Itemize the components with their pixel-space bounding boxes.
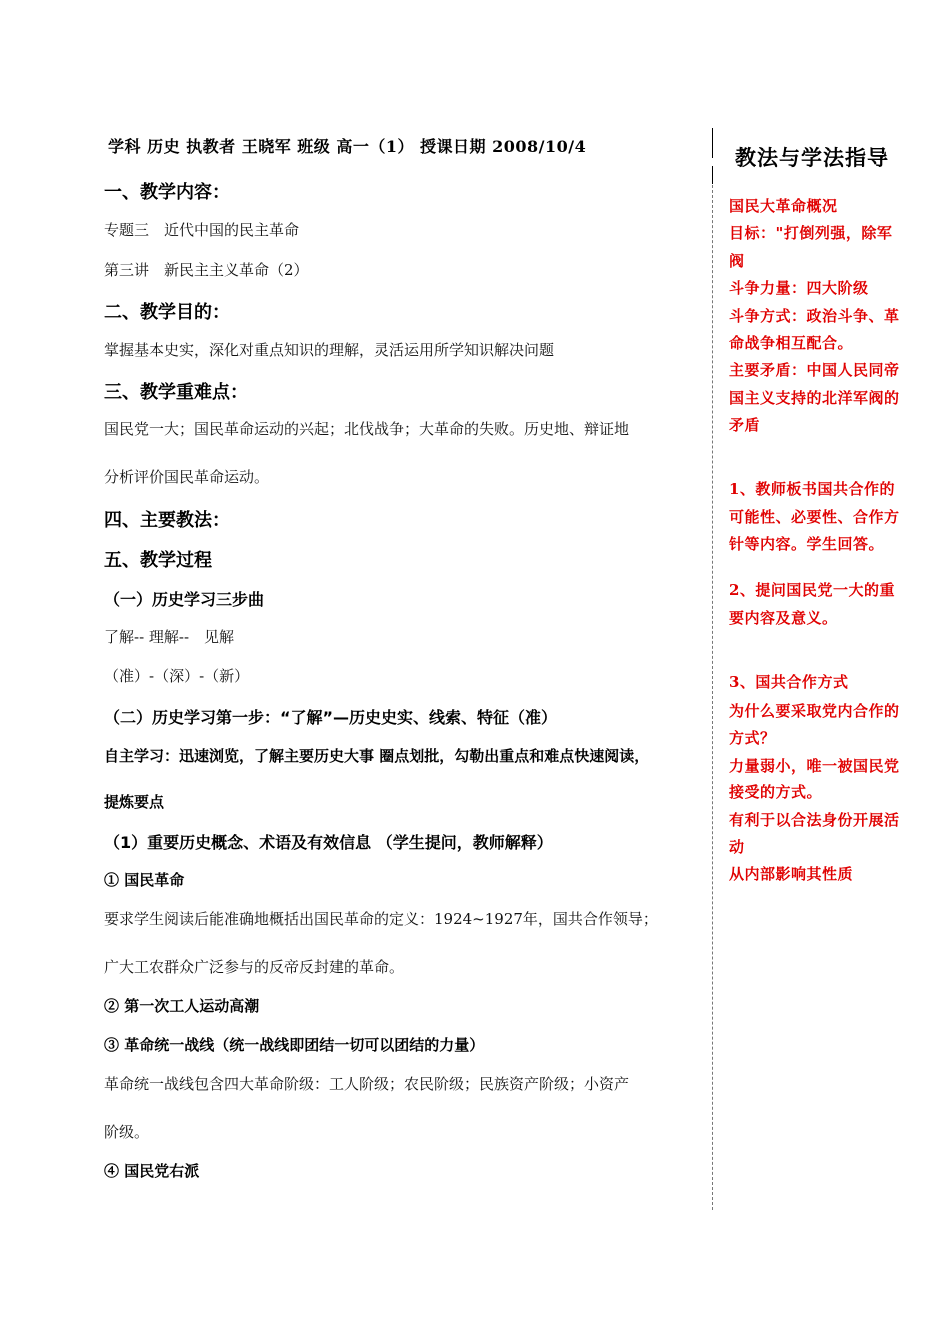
side-note-line: 斗争力量：四大阶级 <box>729 279 869 297</box>
concept-3-text-2: 阶级。 <box>104 1123 150 1141</box>
concept-3-text-1: 革命统一战线包含四大革命阶级：工人阶级；农民阶级；民族资产阶级；小资产 <box>104 1075 630 1093</box>
subsection-1-line-2: （准）-（深）-（新） <box>104 667 250 685</box>
divider-mid <box>712 166 713 184</box>
side-note-line: 目标："打倒列强，除军 <box>729 224 893 242</box>
side-note-line: 矛盾 <box>729 416 761 434</box>
concepts-title: （1）重要历史概念、术语及有效信息 （学生提问，教师解释） <box>104 833 553 852</box>
concept-1-title: ① 国民革命 <box>104 871 185 889</box>
concept-4-title: ④ 国民党右派 <box>104 1162 200 1180</box>
side-note-line: 有利于以合法身份开展活 <box>729 811 900 829</box>
concept-1-text-2: 广大工农群众广泛参与的反帝反封建的革命。 <box>104 958 405 976</box>
side-note-line: 为什么要采取党内合作的 <box>729 702 900 720</box>
subsection-1-title: （一）历史学习三步曲 <box>104 590 265 609</box>
side-note-line: 要内容及意义。 <box>729 609 838 627</box>
section-1-title: 一、教学内容： <box>104 182 230 203</box>
concept-1-text-1: 要求学生阅读后能准确地概括出国民革命的定义：1924~1927年，国共合作领导； <box>104 910 658 928</box>
section-5-title: 五、教学过程 <box>104 550 212 571</box>
subsection-1-line-1: 了解-- 理解-- 见解 <box>104 628 235 646</box>
side-note-line: 1、教师板书国共合作的 <box>729 480 895 498</box>
section-3-title: 三、教学重难点： <box>104 382 248 403</box>
section-1-line-1: 专题三 近代中国的民主革命 <box>104 221 300 239</box>
section-3-text-1: 国民党一大；国民革命运动的兴起；北伐战争；大革命的失败。历史地、辩证地 <box>104 420 630 438</box>
section-4-title: 四、主要教法： <box>104 510 230 531</box>
side-note-line: 主要矛盾：中国人民同帝 <box>729 361 900 379</box>
side-note-line: 国民大革命概况 <box>729 197 838 215</box>
side-note-line: 2、提问国民党一大的重 <box>729 581 895 599</box>
side-note-line: 国主义支持的北洋军阀的 <box>729 389 900 407</box>
concept-2-title: ② 第一次工人运动高潮 <box>104 997 260 1015</box>
side-note-line: 阀 <box>729 252 745 270</box>
side-note-line: 斗争方式：政治斗争、革 <box>729 307 900 325</box>
side-note-line: 可能性、必要性、合作方 <box>729 508 900 526</box>
concept-3-title: ③ 革命统一战线（统一战线即团结一切可以团结的力量） <box>104 1036 485 1054</box>
section-3-text-2: 分析评价国民革命运动。 <box>104 468 270 486</box>
side-note-line: 3、国共合作方式 <box>729 673 849 691</box>
side-note-line: 方式？ <box>729 729 776 747</box>
section-2-title: 二、教学目的： <box>104 302 230 323</box>
section-2-text: 掌握基本史实，深化对重点知识的理解，灵活运用所学知识解决问题 <box>104 341 555 359</box>
side-note-line: 接受的方式。 <box>729 783 823 801</box>
section-1-line-2: 第三讲 新民主主义革命（2） <box>104 261 309 279</box>
side-note-line: 针等内容。学生回答。 <box>729 535 885 553</box>
side-note-line: 动 <box>729 838 745 856</box>
self-study-line-1: 自主学习：迅速浏览，了解主要历史大事 圈点划批，勾勒出重点和难点快速阅读， <box>104 747 650 765</box>
divider-top <box>712 128 713 158</box>
side-title: 教法与学法指导 <box>735 145 889 170</box>
side-note-line: 从内部影响其性质 <box>729 865 854 883</box>
subsection-2-title: （二）历史学习第一步：“了解”—历史史实、线索、特征（准） <box>104 708 558 727</box>
side-note-line: 命战争相互配合。 <box>729 334 854 352</box>
self-study-line-2: 提炼要点 <box>104 793 165 811</box>
lesson-header: 学科 历史 执教者 王晓军 班级 高一（1） 授课日期 2008/10/4 <box>108 137 587 156</box>
divider-dashed <box>712 185 713 1210</box>
side-note-line: 力量弱小，唯一被国民党 <box>729 757 900 775</box>
